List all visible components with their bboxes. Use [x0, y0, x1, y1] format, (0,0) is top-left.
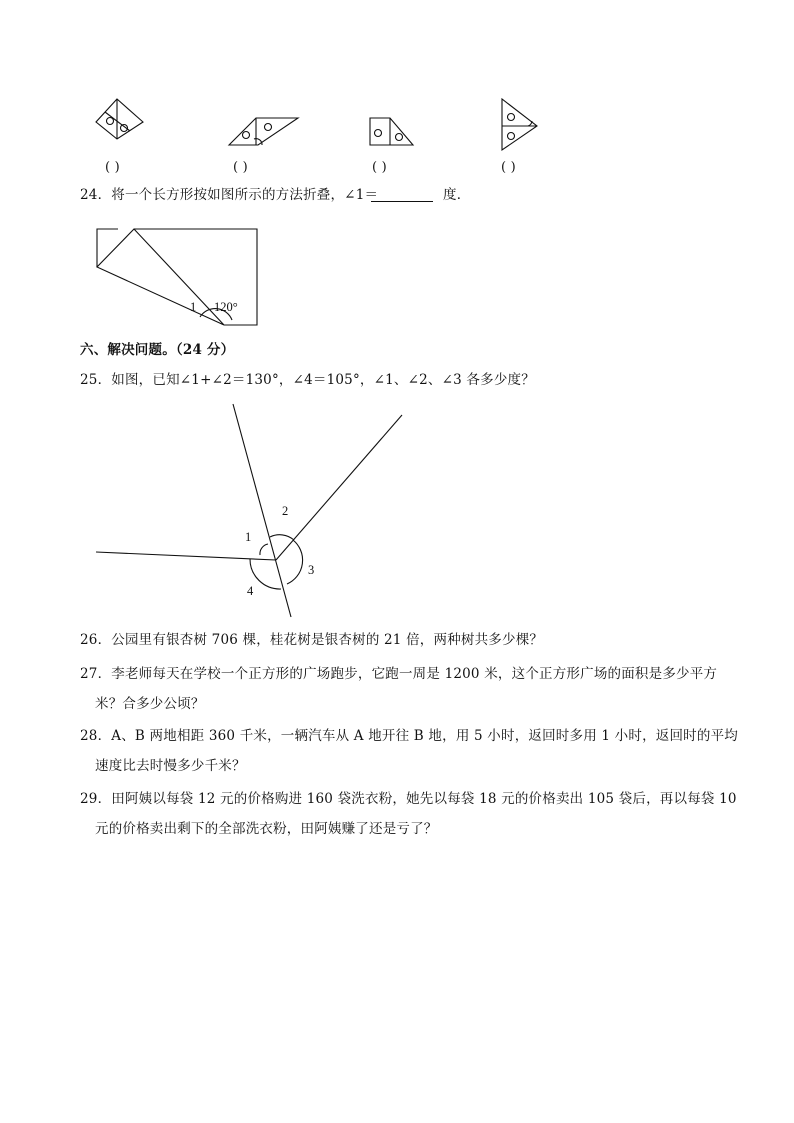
q27-text-line2: 米？合多少公顷？ [95, 696, 205, 712]
q29-text-line1: 29．田阿姨以每袋 12 元的价格购进 160 袋洗衣粉，她先以每袋 18 元的价格卖出 105 袋后，再以每袋 10 [80, 791, 737, 807]
answer-blank-3[interactable]: ( ) [372, 160, 387, 175]
q29-text-line2: 元的价格卖出剩下的全部洗衣粉，田阿姨赚了还是亏了？ [95, 821, 438, 837]
answer-blank-2[interactable]: ( ) [233, 160, 248, 175]
answer-blank-4[interactable]: ( ) [501, 160, 516, 175]
q26-text: 26．公园里有银杏树 706 棵，桂花树是银杏树的 21 倍，两种树共多少棵？ [80, 632, 544, 648]
q24-angle-120-label: 120° [214, 300, 238, 314]
q25-angle-2-label: 2 [282, 504, 289, 518]
q24-text: 24．将一个长方形按如图所示的方法折叠，∠1＝ [80, 187, 379, 203]
q24-unit: 度． [443, 187, 471, 203]
q25-text: 25．如图，已知∠1+∠2＝130°，∠4＝105°，∠1、∠2、∠3 各多少度？ [80, 372, 535, 388]
q24-angle-1-label: 1 [190, 300, 197, 314]
section-6-title: 六、解决问题。（24 分） [80, 342, 235, 358]
q27-text-line1: 27．李老师每天在学校一个正方形的广场跑步，它跑一周是 1200 米，这个正方形广场的面积是多少平方 [80, 666, 718, 682]
q25-angle-4-label: 4 [247, 584, 254, 598]
q28-text-line2: 速度比去时慢多少千米？ [95, 758, 246, 774]
q25-angle-1-label: 1 [245, 530, 252, 544]
q28-text-line1: 28．A、B 两地相距 360 千米，一辆汽车从 A 地开往 B 地，用 5 小时，返回时多用 1 小时，返回时的平均 [80, 728, 738, 744]
answer-blank-1[interactable]: ( ) [105, 160, 120, 175]
q25-angle-3-label: 3 [308, 563, 315, 577]
